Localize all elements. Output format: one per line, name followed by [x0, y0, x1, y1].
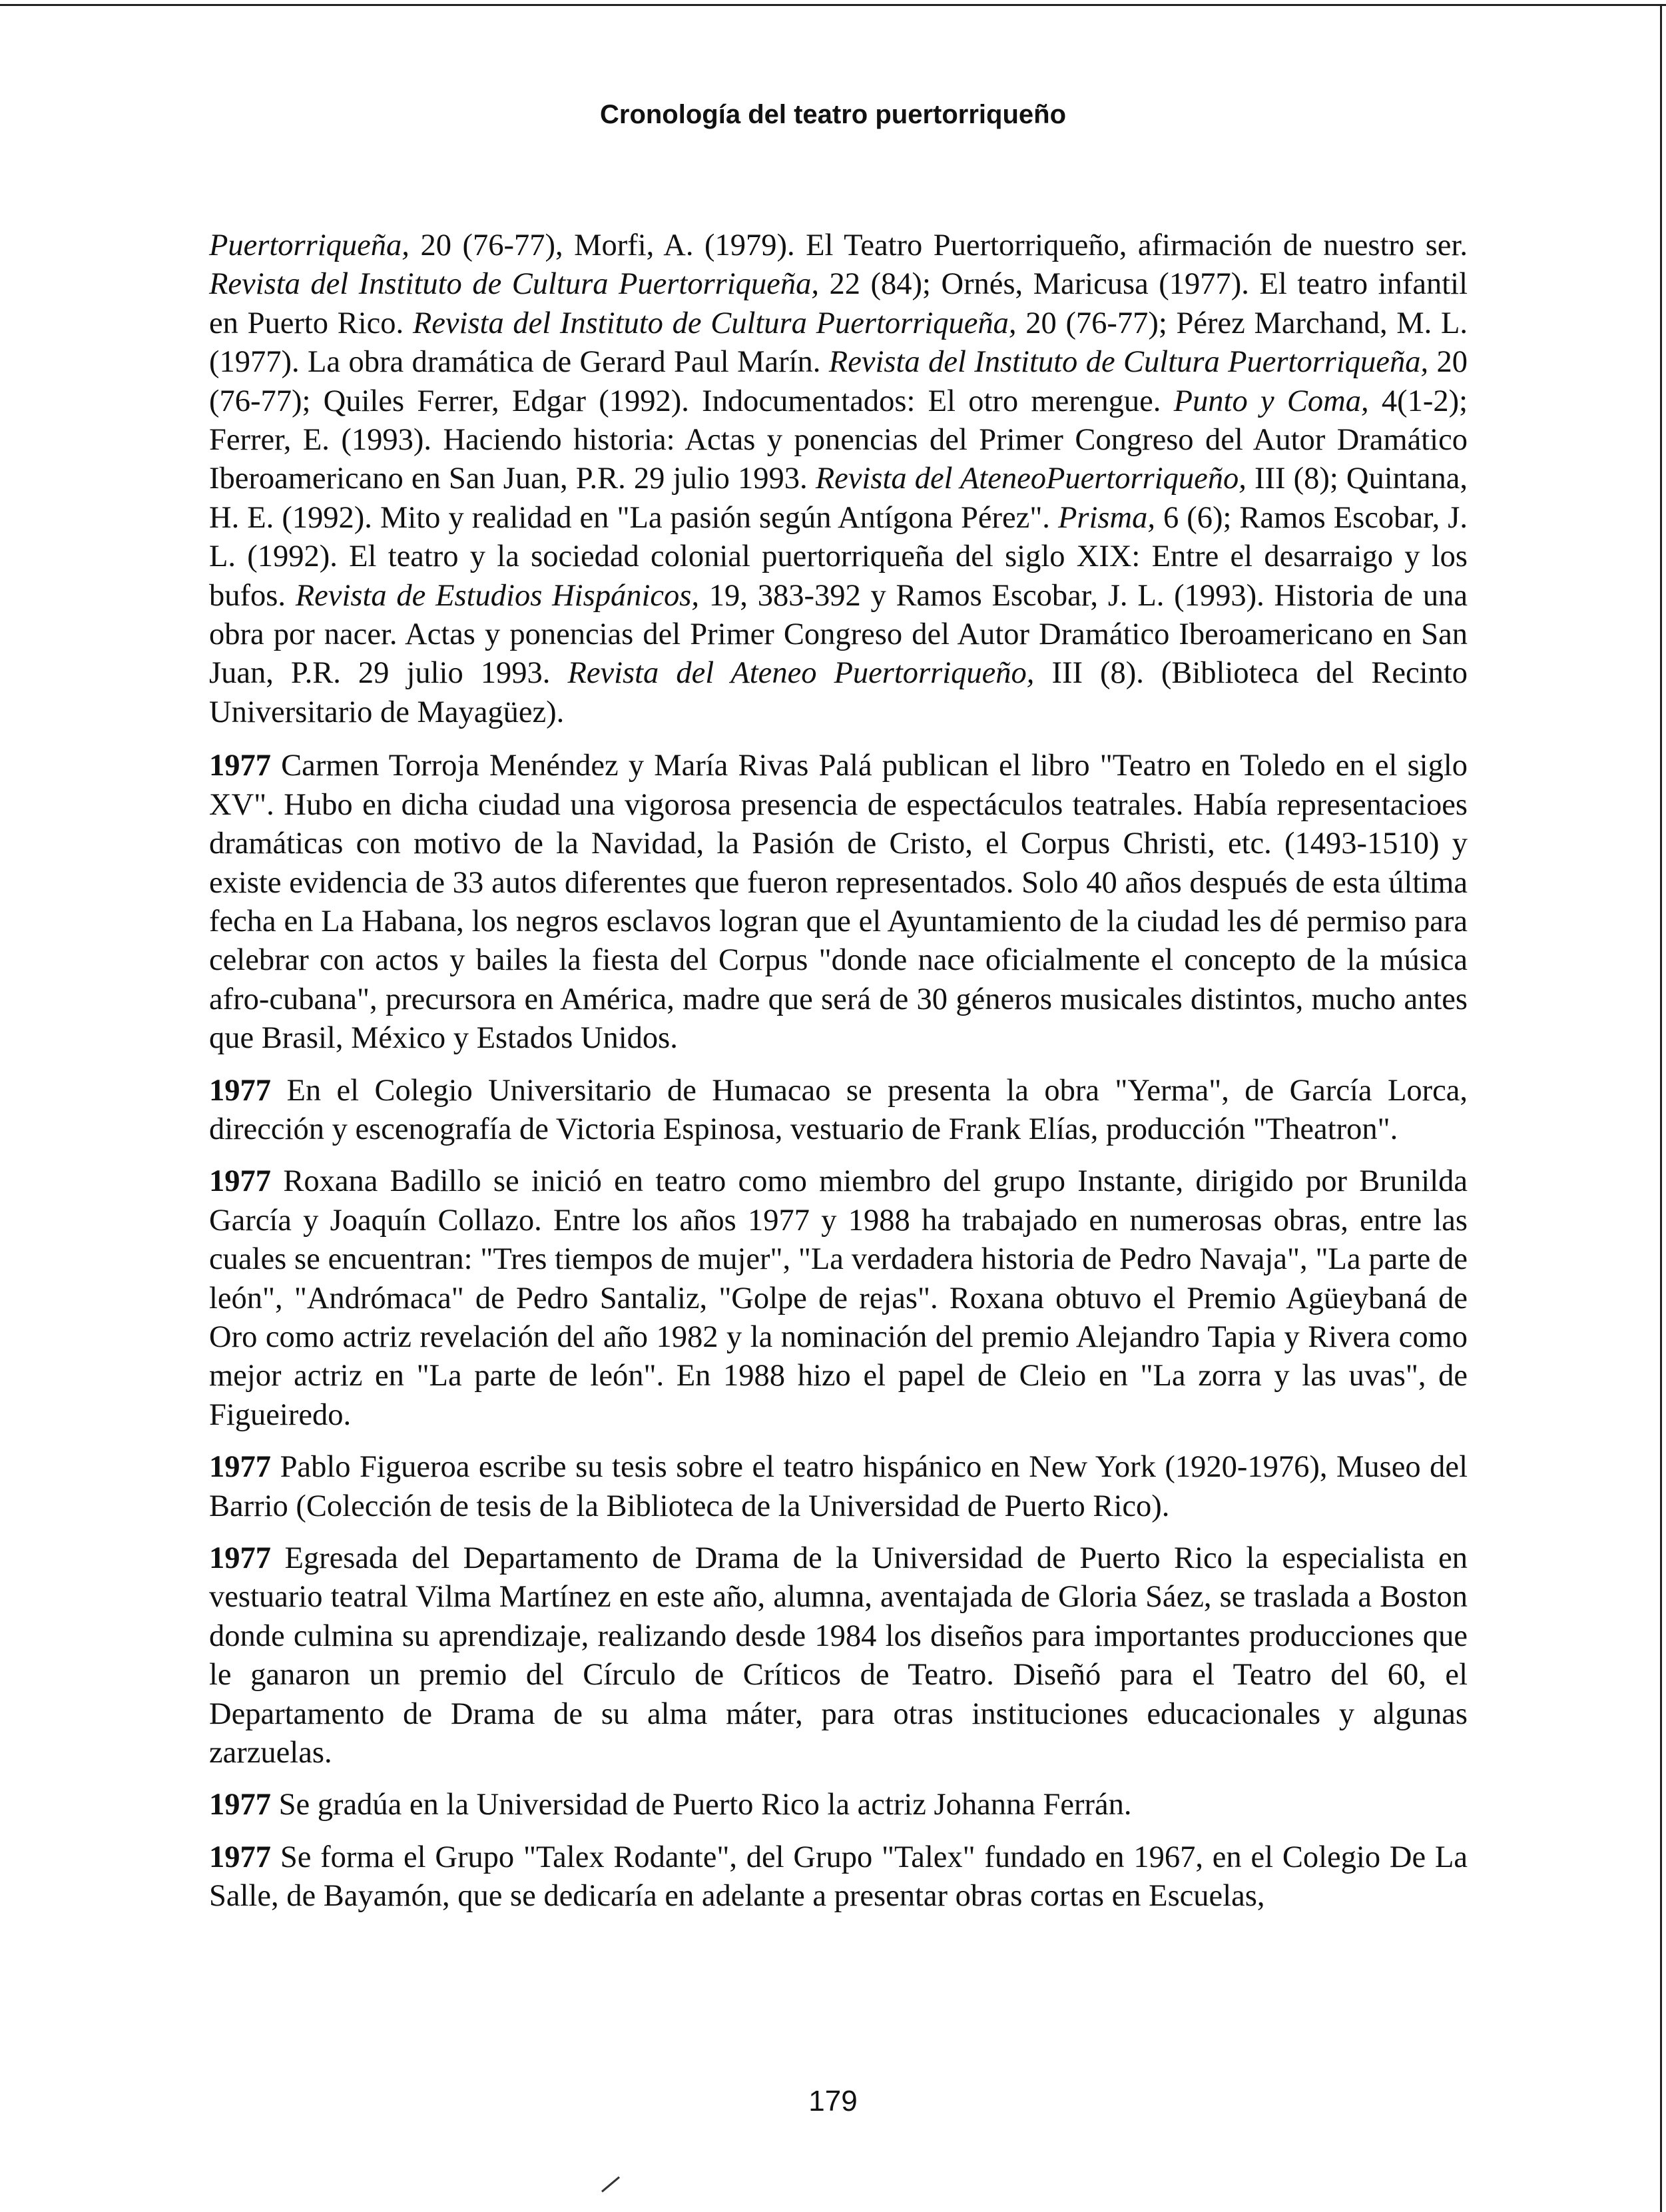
scan-border-top	[0, 4, 1666, 6]
entry-text: Carmen Torroja Menéndez y María Rivas Palá publican el libro "Teatro en Toledo en el siglo XV". Hubo en dicha ciudad una vigorosa presencia de espectáculos teatrales. Había representacioes dramáticas con motivo de la Navidad, la Pasión de Cristo, el Corpus Christi, etc. (1493-1510) y existe evidencia de 33 autos diferentes que fueron representados. Solo 40 años después de esta última fecha en La Habana, los negros esclavos logran que el Ayuntamiento de la ciudad les dé permiso para celebrar con actos y bailes la fiesta del Corpus "donde nace oficialmente el concepto de la música afro-cubana", precursora en América, madre que será de 30 géneros musicales distintos, mucho antes que Brasil, México y Estados Unidos.	[209, 749, 1468, 1056]
entry-year: 1977	[209, 1073, 271, 1108]
chronology-entry	[209, 747, 1468, 1058]
chronology-entry	[209, 1838, 1468, 1916]
chronology-entry	[209, 1786, 1468, 1824]
citation-text: 4(1-2); Ferrer, E. (1993). Haciendo historia: Actas y ponencias del Primer Congreso del Autor Dramático Iberoamericano en San Juan, P.R. 29 julio 1993.	[209, 384, 1468, 496]
entry-year: 1977	[209, 1164, 271, 1199]
entry-year: 1977	[209, 1840, 271, 1874]
chronology-entry	[209, 1448, 1468, 1526]
journal-title: Puertorriqueña,	[209, 228, 410, 262]
chronology-entry	[209, 1539, 1468, 1772]
entry-year: 1977	[209, 749, 271, 783]
citation-text: 20 (76-77); Quiles Ferrer, Edgar (1992). Indocumentados: El otro merengue.	[209, 345, 1468, 418]
citation-text: 22 (84); Ornés, Maricusa (1977). El teatro infantil en Puerto Rico.	[209, 267, 1468, 340]
entry-text: En el Colegio Universitario de Humacao se presenta la obra "Yerma", de García Lorca, dirección y escenografía de Victoria Espinosa, vestuario de Frank Elías, producción "Theatron".	[209, 1073, 1468, 1146]
journal-title: Revista del Instituto de Cultura Puertorriqueña,	[828, 345, 1429, 380]
journal-title: Revista del Instituto de Cultura Puertorriqueña,	[412, 306, 1017, 340]
bibliography-continuation	[209, 226, 1468, 732]
citation-text: 20 (76-77), Morfi, A. (1979). El Teatro Puertorriqueño, afirmación de nuestro ser.	[409, 228, 1468, 262]
entry-year: 1977	[209, 1788, 271, 1822]
entry-year: 1977	[209, 1450, 271, 1485]
entry-text: Se gradúa en la Universidad de Puerto Rico la actriz Johanna Ferrán.	[278, 1788, 1132, 1822]
journal-title: Prisma,	[1057, 500, 1155, 535]
citation-text: 20 (76-77); Pérez Marchand, M. L. (1977). La obra dramática de Gerard Paul Marín.	[209, 306, 1468, 380]
page-body	[209, 226, 1468, 1930]
journal-title: Revista de Estudios Hispánicos,	[295, 578, 699, 613]
scan-border-right	[1660, 4, 1662, 2212]
citation-text: 6 (6); Ramos Escobar, J. L. (1992). El teatro y la sociedad colonial puertorriqueña del siglo XIX: Entre el desarraigo y los bufos.	[209, 500, 1468, 613]
citation-text: III (8); Quintana, H. E. (1992). Mito y realidad en "La pasión según Antígona Pérez".	[209, 462, 1468, 535]
journal-title: Revista del Instituto de Cultura Puertorriqueña,	[209, 267, 819, 302]
running-title: Cronología del teatro puertorriqueño	[599, 100, 1067, 129]
chronology-entry	[209, 1072, 1468, 1150]
citation-text: III (8). (Biblioteca del Recinto Universitario de Mayagüez).	[209, 656, 1468, 729]
journal-title: Punto y Coma,	[1173, 384, 1369, 418]
citation-text: 19, 383-392 y Ramos Escobar, J. L. (1993). Historia de una obra por nacer. Actas y ponencias del Primer Congreso del Autor Dramático Iberoamericano en San Juan, P.R. 29 julio 1993.	[209, 578, 1468, 691]
page-number: 179	[808, 2085, 858, 2117]
journal-title: Revista del AteneoPuertorriqueño,	[815, 462, 1247, 496]
chronology-entry	[209, 1162, 1468, 1435]
scan-artifact-mark	[601, 2176, 620, 2192]
entry-year: 1977	[209, 1541, 271, 1575]
entry-text: Roxana Badillo se inició en teatro como miembro del grupo Instante, dirigido por Brunilda García y Joaquín Collazo. Entre los años 1977 y 1988 ha trabajado en numerosas obras, entre las cuales se encuentran: "Tres tiempos de mujer", "La verdadera historia de Pedro Navaja", "La parte de león", "Andrómaca" de Pedro Santaliz, "Golpe de rejas". Roxana obtuvo el Premio Agüeybaná de Oro como actriz revelación del año 1982 y la nominación del premio Alejandro Tapia y Rivera como mejor actriz en "La parte de león". En 1988 hizo el papel de Cleio en "La zorra y las uvas", de Figueiredo.	[209, 1164, 1468, 1432]
journal-title: Revista del Ateneo Puertorriqueño,	[567, 656, 1035, 691]
entry-text: Pablo Figueroa escribe su tesis sobre el teatro hispánico en New York (1920-1976), Museo del Barrio (Colección de tesis de la Biblioteca de la Universidad de Puerto Rico).	[209, 1450, 1468, 1523]
entry-text: Se forma el Grupo "Talex Rodante", del Grupo "Talex" fundado en 1967, en el Colegio De La Salle, de Bayamón, que se dedicaría en adelante a presentar obras cortas en Escuelas,	[209, 1840, 1468, 1914]
entry-text: Egresada del Departamento de Drama de la Universidad de Puerto Rico la especialista en vestuario teatral Vilma Martínez en este año, alumna, aventajada de Gloria Sáez, se traslada a Boston donde culmina su aprendizaje, realizando desde 1984 los diseños para importantes producciones que le ganaron un premio del Círculo de Críticos de Teatro. Diseñó para el Teatro del 60, el Departamento de Drama de su alma máter, para otras instituciones educacionales y algunas zarzuelas.	[209, 1541, 1468, 1770]
